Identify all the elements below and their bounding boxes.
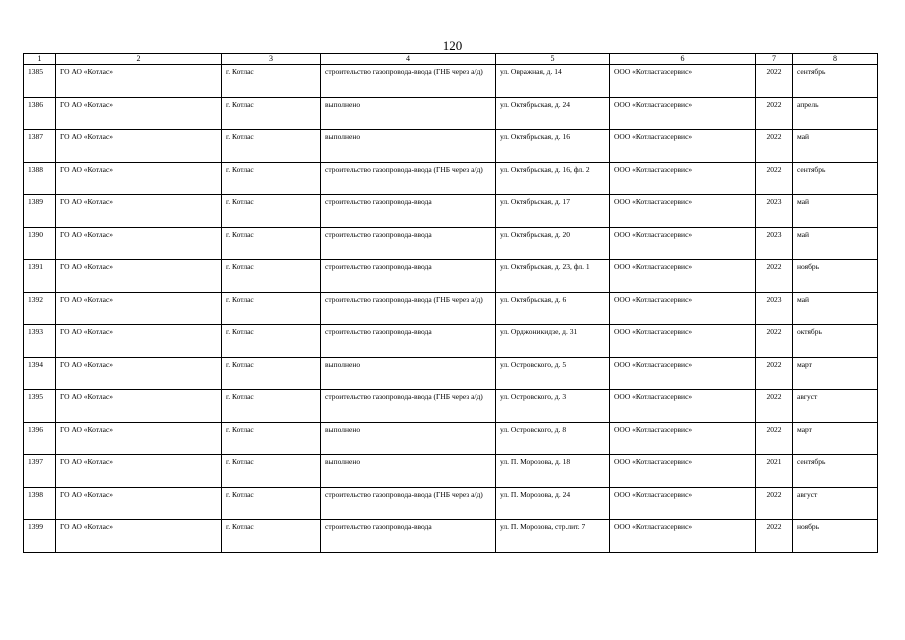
month-cell: сентябрь: [793, 162, 878, 195]
municipality-cell: ГО АО «Котлас»: [56, 325, 222, 358]
work-status-cell: строительство газопровода-ввода (ГНБ через а/д): [321, 487, 496, 520]
address-cell: ул. П. Морозова, д. 18: [496, 455, 610, 488]
address-cell: ул. Овражная, д. 14: [496, 65, 610, 98]
contractor-cell: ООО «Котласгазсервис»: [610, 227, 756, 260]
address-cell: ул. Октябрьская, д. 16, фл. 2: [496, 162, 610, 195]
year-cell: 2022: [756, 162, 793, 195]
table-row: [24, 325, 878, 358]
settlement-cell: г. Котлас: [222, 97, 321, 130]
address-cell: ул. Орджоникидзе, д. 31: [496, 325, 610, 358]
year-cell: 2023: [756, 227, 793, 260]
contractor-cell: ООО «Котласгазсервис»: [610, 325, 756, 358]
contractor-cell: ООО «Котласгазсервис»: [610, 357, 756, 390]
work-status-cell: строительство газопровода-ввода (ГНБ через а/д): [321, 65, 496, 98]
settlement-cell: г. Котлас: [222, 65, 321, 98]
month-cell: август: [793, 487, 878, 520]
municipality-cell: ГО АО «Котлас»: [56, 487, 222, 520]
month-cell: апрель: [793, 97, 878, 130]
address-cell: ул. Октябрьская, д. 23, фл. 1: [496, 260, 610, 293]
contractor-cell: ООО «Котласгазсервис»: [610, 130, 756, 163]
table-row: [24, 97, 878, 130]
row-number: 1387: [24, 130, 56, 163]
municipality-cell: ГО АО «Котлас»: [56, 260, 222, 293]
month-cell: март: [793, 357, 878, 390]
work-status-cell: выполнено: [321, 455, 496, 488]
work-status-cell: строительство газопровода-ввода: [321, 195, 496, 228]
row-number: 1398: [24, 487, 56, 520]
settlement-cell: г. Котлас: [222, 162, 321, 195]
column-header: 4: [321, 54, 496, 65]
month-cell: март: [793, 422, 878, 455]
municipality-cell: ГО АО «Котлас»: [56, 195, 222, 228]
settlement-cell: г. Котлас: [222, 455, 321, 488]
municipality-cell: ГО АО «Котлас»: [56, 227, 222, 260]
work-status-cell: строительство газопровода-ввода: [321, 227, 496, 260]
year-cell: 2022: [756, 390, 793, 423]
settlement-cell: г. Котлас: [222, 130, 321, 163]
settlement-cell: г. Котлас: [222, 195, 321, 228]
settlement-cell: г. Котлас: [222, 260, 321, 293]
work-status-cell: выполнено: [321, 97, 496, 130]
work-status-cell: выполнено: [321, 130, 496, 163]
settlement-cell: г. Котлас: [222, 357, 321, 390]
table-row: [24, 195, 878, 228]
contractor-cell: ООО «Котласгазсервис»: [610, 65, 756, 98]
table-row: [24, 357, 878, 390]
contractor-cell: ООО «Котласгазсервис»: [610, 487, 756, 520]
table-row: [24, 260, 878, 293]
column-header: 6: [610, 54, 756, 65]
settlement-cell: г. Котлас: [222, 292, 321, 325]
table-row: [24, 130, 878, 163]
month-cell: май: [793, 130, 878, 163]
work-status-cell: выполнено: [321, 357, 496, 390]
year-cell: 2023: [756, 195, 793, 228]
row-number: 1391: [24, 260, 56, 293]
month-cell: октябрь: [793, 325, 878, 358]
year-cell: 2022: [756, 422, 793, 455]
table-row: [24, 65, 878, 98]
year-cell: 2022: [756, 357, 793, 390]
column-header: 5: [496, 54, 610, 65]
year-cell: 2022: [756, 65, 793, 98]
row-number: 1392: [24, 292, 56, 325]
column-header: 1: [24, 54, 56, 65]
settlement-cell: г. Котлас: [222, 422, 321, 455]
row-number: 1399: [24, 520, 56, 553]
settlement-cell: г. Котлас: [222, 390, 321, 423]
contractor-cell: ООО «Котласгазсервис»: [610, 292, 756, 325]
month-cell: май: [793, 292, 878, 325]
month-cell: ноябрь: [793, 260, 878, 293]
year-cell: 2022: [756, 520, 793, 553]
contractor-cell: ООО «Котласгазсервис»: [610, 422, 756, 455]
month-cell: август: [793, 390, 878, 423]
address-cell: ул. Островского, д. 8: [496, 422, 610, 455]
row-number: 1390: [24, 227, 56, 260]
address-cell: ул. Островского, д. 5: [496, 357, 610, 390]
municipality-cell: ГО АО «Котлас»: [56, 292, 222, 325]
contractor-cell: ООО «Котласгазсервис»: [610, 520, 756, 553]
work-status-cell: строительство газопровода-ввода (ГНБ через а/д): [321, 162, 496, 195]
work-status-cell: строительство газопровода-ввода (ГНБ через а/д): [321, 390, 496, 423]
settlement-cell: г. Котлас: [222, 520, 321, 553]
work-status-cell: выполнено: [321, 422, 496, 455]
municipality-cell: ГО АО «Котлас»: [56, 162, 222, 195]
municipality-cell: ГО АО «Котлас»: [56, 357, 222, 390]
table-row: [24, 390, 878, 423]
year-cell: 2023: [756, 292, 793, 325]
month-cell: май: [793, 227, 878, 260]
month-cell: ноябрь: [793, 520, 878, 553]
year-cell: 2022: [756, 325, 793, 358]
contractor-cell: ООО «Котласгазсервис»: [610, 455, 756, 488]
settlement-cell: г. Котлас: [222, 487, 321, 520]
year-cell: 2022: [756, 97, 793, 130]
municipality-cell: ГО АО «Котлас»: [56, 97, 222, 130]
year-cell: 2022: [756, 260, 793, 293]
row-number: 1385: [24, 65, 56, 98]
address-cell: ул. Островского, д. 3: [496, 390, 610, 423]
year-cell: 2022: [756, 487, 793, 520]
table-row: [24, 455, 878, 488]
address-cell: ул. Октябрьская, д. 24: [496, 97, 610, 130]
month-cell: сентябрь: [793, 65, 878, 98]
work-status-cell: строительство газопровода-ввода (ГНБ через а/д): [321, 292, 496, 325]
address-cell: ул. Октябрьская, д. 16: [496, 130, 610, 163]
column-header: 3: [222, 54, 321, 65]
document-table: [23, 53, 878, 553]
month-cell: май: [793, 195, 878, 228]
month-cell: сентябрь: [793, 455, 878, 488]
municipality-cell: ГО АО «Котлас»: [56, 455, 222, 488]
work-status-cell: строительство газопровода-ввода: [321, 520, 496, 553]
row-number: 1393: [24, 325, 56, 358]
row-number: 1388: [24, 162, 56, 195]
page-number: 120: [442, 38, 463, 53]
work-status-cell: строительство газопровода-ввода: [321, 260, 496, 293]
municipality-cell: ГО АО «Котлас»: [56, 390, 222, 423]
contractor-cell: ООО «Котласгазсервис»: [610, 97, 756, 130]
settlement-cell: г. Котлас: [222, 325, 321, 358]
column-header: 2: [56, 54, 222, 65]
table-row: [24, 520, 878, 553]
address-cell: ул. Октябрьская, д. 17: [496, 195, 610, 228]
address-cell: ул. П. Морозова, стр.лит. 7: [496, 520, 610, 553]
row-number: 1395: [24, 390, 56, 423]
table-row: [24, 487, 878, 520]
municipality-cell: ГО АО «Котлас»: [56, 65, 222, 98]
address-cell: ул. Октябрьская, д. 20: [496, 227, 610, 260]
row-number: 1396: [24, 422, 56, 455]
row-number: 1397: [24, 455, 56, 488]
address-cell: ул. Октябрьская, д. 6: [496, 292, 610, 325]
year-cell: 2022: [756, 130, 793, 163]
municipality-cell: ГО АО «Котлас»: [56, 422, 222, 455]
column-header: 7: [756, 54, 793, 65]
contractor-cell: ООО «Котласгазсервис»: [610, 260, 756, 293]
row-number: 1394: [24, 357, 56, 390]
contractor-cell: ООО «Котласгазсервис»: [610, 390, 756, 423]
contractor-cell: ООО «Котласгазсервис»: [610, 195, 756, 228]
row-number: 1389: [24, 195, 56, 228]
column-header: 8: [793, 54, 878, 65]
table-row: [24, 162, 878, 195]
settlement-cell: г. Котлас: [222, 227, 321, 260]
table-row: [24, 422, 878, 455]
work-status-cell: строительство газопровода-ввода: [321, 325, 496, 358]
municipality-cell: ГО АО «Котлас»: [56, 130, 222, 163]
municipality-cell: ГО АО «Котлас»: [56, 520, 222, 553]
address-cell: ул. П. Морозова, д. 24: [496, 487, 610, 520]
table-row: [24, 227, 878, 260]
contractor-cell: ООО «Котласгазсервис»: [610, 162, 756, 195]
table-row: [24, 292, 878, 325]
table-body: [24, 65, 878, 553]
header-row: [24, 54, 878, 65]
row-number: 1386: [24, 97, 56, 130]
year-cell: 2021: [756, 455, 793, 488]
